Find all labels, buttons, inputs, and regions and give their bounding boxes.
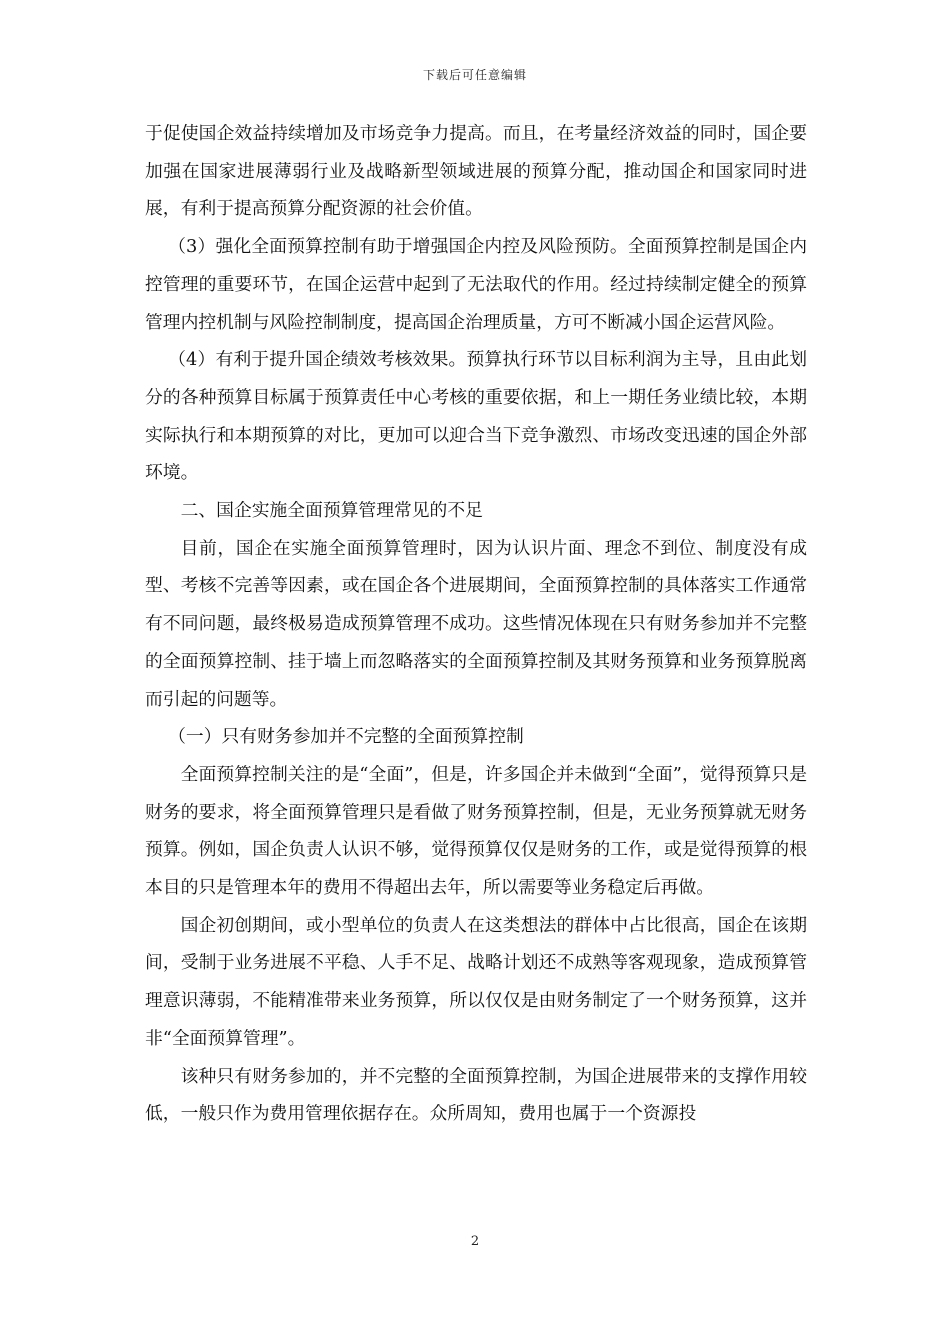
paragraph: 全面预算控制关注的是“全面”，但是，许多国企并未做到“全面”，觉得预算只是财务的要求，将全面预算管理只是看做了财务预算控制，但是，无业务预算就无财务预算。例如，国企负责人认识不够，觉得预算仅仅是财务的工作，或是觉得预算的根本目的只是管理本年的费用不得超出去年，所以需要等业务稳定后再做。	[145, 763, 807, 899]
paragraph: 该种只有财务参加的，并不完整的全面预算控制，为国企进展带来的支撑作用较低，一般只作为费用管理依据存在。众所周知，费用也属于一个资源投	[145, 1065, 807, 1125]
page-number: 2	[470, 1234, 480, 1249]
body-text	[145, 115, 807, 1133]
page-header: 下载后可任意编辑	[422, 68, 527, 82]
paragraph: （3）强化全面预算控制有助于增强国企内控及风险预防。全面预算控制是国企内控管理的重要环节，在国企运营中起到了无法取代的作用。经过持续制定健全的预算管理内控机制与风险控制制度，提高国企治理质量，方可不断减小国企运营风险。	[145, 236, 807, 333]
paragraph: 于促使国企效益持续增加及市场竞争力提高。而且，在考量经济效益的同时，国企要加强在国家进展薄弱行业及战略新型领域进展的预算分配，推动国企和国家同时进展，有利于提高预算分配资源的社会价值。	[145, 123, 807, 220]
subsection-heading: （一）只有财务参加并不完整的全面预算控制	[168, 726, 524, 748]
paragraph: 目前，国企在实施全面预算管理时，因为认识片面、理念不到位、制度没有成型、考核不完善等因素，或在国企各个进展期间，全面预算控制的具体落实工作通常有不同问题，最终极易造成预算管理不成功。这些情况体现在只有财务参加并不完整的全面预算控制、挂于墙上而忽略落实的全面预算控制及其财务预算和业务预算脱离而引起的问题等。	[145, 537, 807, 710]
paragraph: （4）有利于提升国企绩效考核效果。预算执行环节以目标利润为主导，且由此划分的各种预算目标属于预算责任中心考核的重要依据，和上一期任务业绩比较，本期实际执行和本期预算的对比，更加可以迎合当下竞争激烈、市场改变迅速的国企外部环境。	[145, 349, 807, 484]
paragraph: 国企初创期间，或小型单位的负责人在这类想法的群体中占比很高，国企在该期间，受制于业务进展不平稳、人手不足、战略计划还不成熟等客观现象，造成预算管理意识薄弱，不能精准带来业务预算，所以仅仅是由财务制定了一个财务预算，这并非“全面预算管理”。	[145, 914, 807, 1049]
section-heading: 二、国企实施全面预算管理常见的不足	[180, 500, 483, 522]
